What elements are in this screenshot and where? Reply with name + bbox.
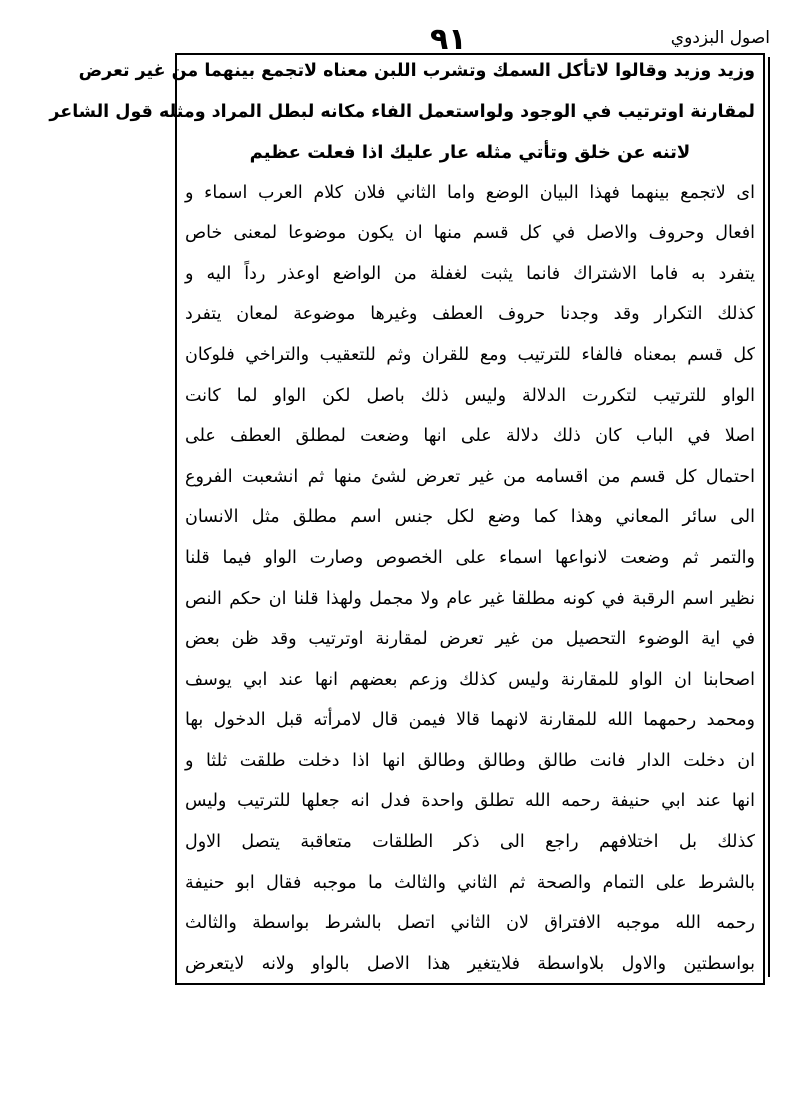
text-line: كذلك بل اختلافهم راجع الى ذكر الطلقات متعاقبة يتصل الاول [185, 831, 755, 852]
text-line: بالشرط على التمام والصحة ثم الثاني والثالث ما موجبه فقال ابو حنيفة [185, 872, 755, 893]
text-line: احتمال كل قسم من اقسامه من غير تعرض لشئ منها ثم انشعبت الفروع [185, 466, 755, 487]
text-line: وزيد وزيد وقالوا لاتأكل السمك وتشرب اللبن معناه لاتجمع بينهما من غير تعرض [78, 61, 755, 81]
text-body [49, 57, 755, 979]
page-number: ٩١ [430, 22, 467, 57]
text-line: الواو للترتيب لتكررت الدلالة وليس ذلك باصل لكن الواو لما كانت [185, 385, 755, 406]
text-line: انها عند ابي حنيفة رحمه الله تطلق واحدة فدل انه جعلها للترتيب وليس [185, 791, 755, 812]
text-line: لمقارنة اوترتيب في الوجود ولواستعمل الفاء مكانه لبطل المراد ومثله قول الشاعر [49, 101, 755, 122]
text-line: ومحمد رحمهما الله للمقارنة لانهما قالا فيمن قال لامرأته قبل الدخول بها [185, 710, 755, 731]
page-header [180, 22, 770, 56]
text-line: اصلا في الباب كان ذلك دلالة على انها وضعت لمطلق العطف على [185, 426, 755, 447]
verse-line: لاتنه عن خلق وتأتي مثله عار عليك اذا فعلت عظيم [249, 142, 691, 164]
text-line: والتمر ثم وضعت لانواعها اسماء على الخصوص وصارت الواو فيما قلنا [185, 547, 755, 568]
text-line: الى سائر المعاني وهذا كما وضع لكل جنس اسم مطلق مثل الانسان [185, 507, 755, 528]
book-title: اصول البزدوي [670, 28, 770, 48]
text-line: كذلك التكرار وقد وجدنا حروف العطف وغيرها موضوعة لمعان يتفرد [185, 304, 755, 325]
text-line: يتفرد به فاما الاشتراك فانما يثبت لغفلة من الواضع اوعذر رداً اليه و [185, 263, 755, 284]
text-frame [49, 53, 765, 985]
text-line: رحمه الله موجبه الافتراق لان الثاني اتصل بالشرط بواسطة والثالث [185, 913, 755, 934]
text-line: ان دخلت الدار فانت طالق وطالق وطالق انها اذا دخلت طلقت ثلثا و [185, 750, 755, 771]
text-line: افعال وحروف والاصل في كل قسم منها ان يكون موضوعا لمعنى خاص [185, 223, 755, 244]
text-line: بواسطتين والاول بلاواسطة فلايتغير هذا الاصل بالواو ولانه لايتعرض [185, 953, 755, 974]
text-line: نظير اسم الرقبة في كونه مطلقا غير عام ولا مجمل ولهذا قلنا ان حكم النص [185, 588, 755, 609]
text-line: اى لاتجمع بينهما فهذا البيان الوضع واما الثاني فلان كلام العرب اسماء و [185, 182, 755, 203]
text-line: كل قسم بمعناه فالفاء للترتيب ومع للقران وثم للتعقيب والتراخي فلوكان [185, 345, 755, 366]
text-line: في اية الوضوء التحصيل من غير تعرض لمقارنة اوترتيب وقد ظن بعض [185, 629, 755, 650]
text-line: اصحابنا ان الواو للمقارنة وليس كذلك وزعم بعضهم انها عند ابي يوسف [185, 669, 755, 690]
